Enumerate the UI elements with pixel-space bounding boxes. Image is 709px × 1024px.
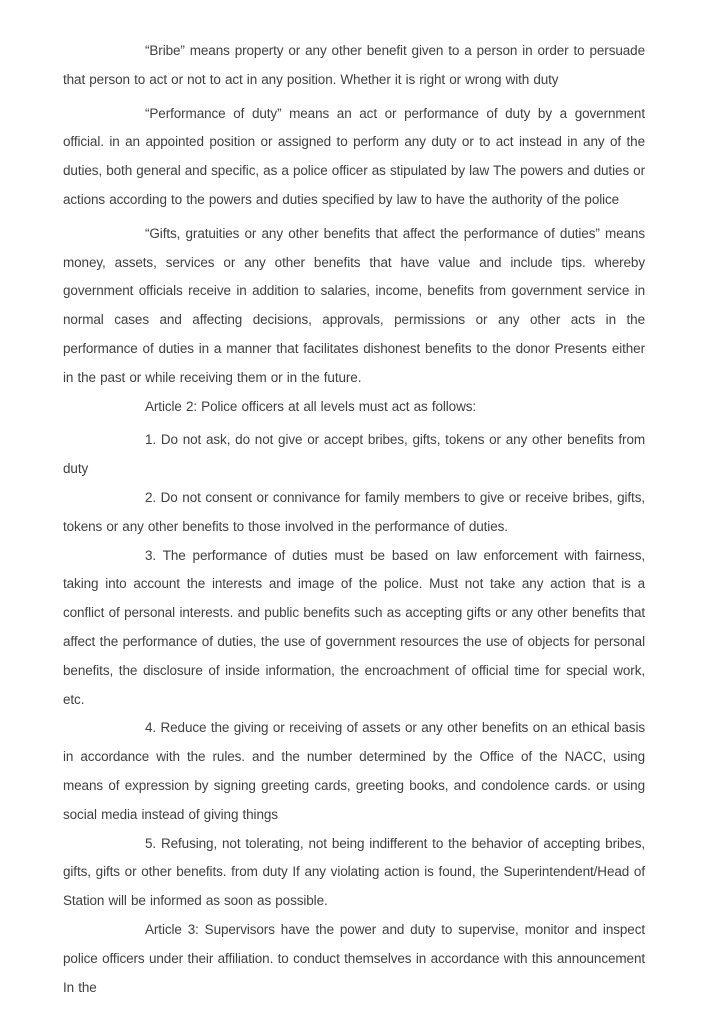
paragraph-definition-performance-of-duty: “Performance of duty” means an act or performance of duty by a government official. in an appointed position or assigned to perform any duty or to act instead in any of the duties, both general and specific, as a police officer as stipulated by law The powers and duties or actions according to the powers and duties specified by law to have the authority of the police xyxy=(63,105,645,207)
article-2-list-item-5: 5. Refusing, not tolerating, not being indifferent to the behavior of accepting bribes, gifts, gifts or other benefits. from duty If any violating action is found, the Superintendent/Head of Station will be informed as soon as possible. xyxy=(63,835,645,909)
heading-article-3: Article 3: Supervisors have the power and duty to supervise, monitor and inspect police officers under their affiliation. to conduct themselves in accordance with this announcement In the xyxy=(63,921,645,995)
article-2-list-item-4: 4. Reduce the giving or receiving of assets or any other benefits on an ethical basis in accordance with the rules. and the number determined by the Office of the NACC, using means of expression by signing greeting cards, greeting books, and condolence cards. or using social media instead of giving things xyxy=(63,720,645,822)
paragraph-definition-bribe: “Bribe” means property or any other benefit given to a person in order to persuade that person to act or not to act in any position. Whether it is right or wrong with duty xyxy=(63,43,645,87)
paragraph-definition-gifts-gratuities: “Gifts, gratuities or any other benefits that affect the performance of duties” means money, assets, services or any other benefits that have value and include tips. whereby government officials receive in addition to salaries, income, benefits from government service in normal cases and affecting decisions, approvals, permissions or any other acts in the performance of duties in a manner that facilitates dishonest benefits to the donor Presents either in the past or while receiving them or in the future. xyxy=(63,225,645,385)
article-2-list-item-1: 1. Do not ask, do not give or accept bribes, gifts, tokens or any other benefits from duty xyxy=(63,432,645,477)
heading-article-2: Article 2: Police officers at all levels must act as follows: xyxy=(145,398,477,414)
article-2-list-item-2: 2. Do not consent or connivance for family members to give or receive bribes, gifts, tokens or any other benefits to those involved in the performance of duties. xyxy=(63,489,645,534)
article-2-list-item-3: 3. The performance of duties must be based on law enforcement with fairness, taking into account the interests and image of the police. Must not take any action that is a conflict of personal interests. and public benefits such as accepting gifts or any other benefits that affect the performance of duties, the use of government resources the use of objects for personal benefits, the disclosure of inside information, the encroachment of official time for special work, etc. xyxy=(63,547,645,707)
document-body xyxy=(63,37,645,1002)
